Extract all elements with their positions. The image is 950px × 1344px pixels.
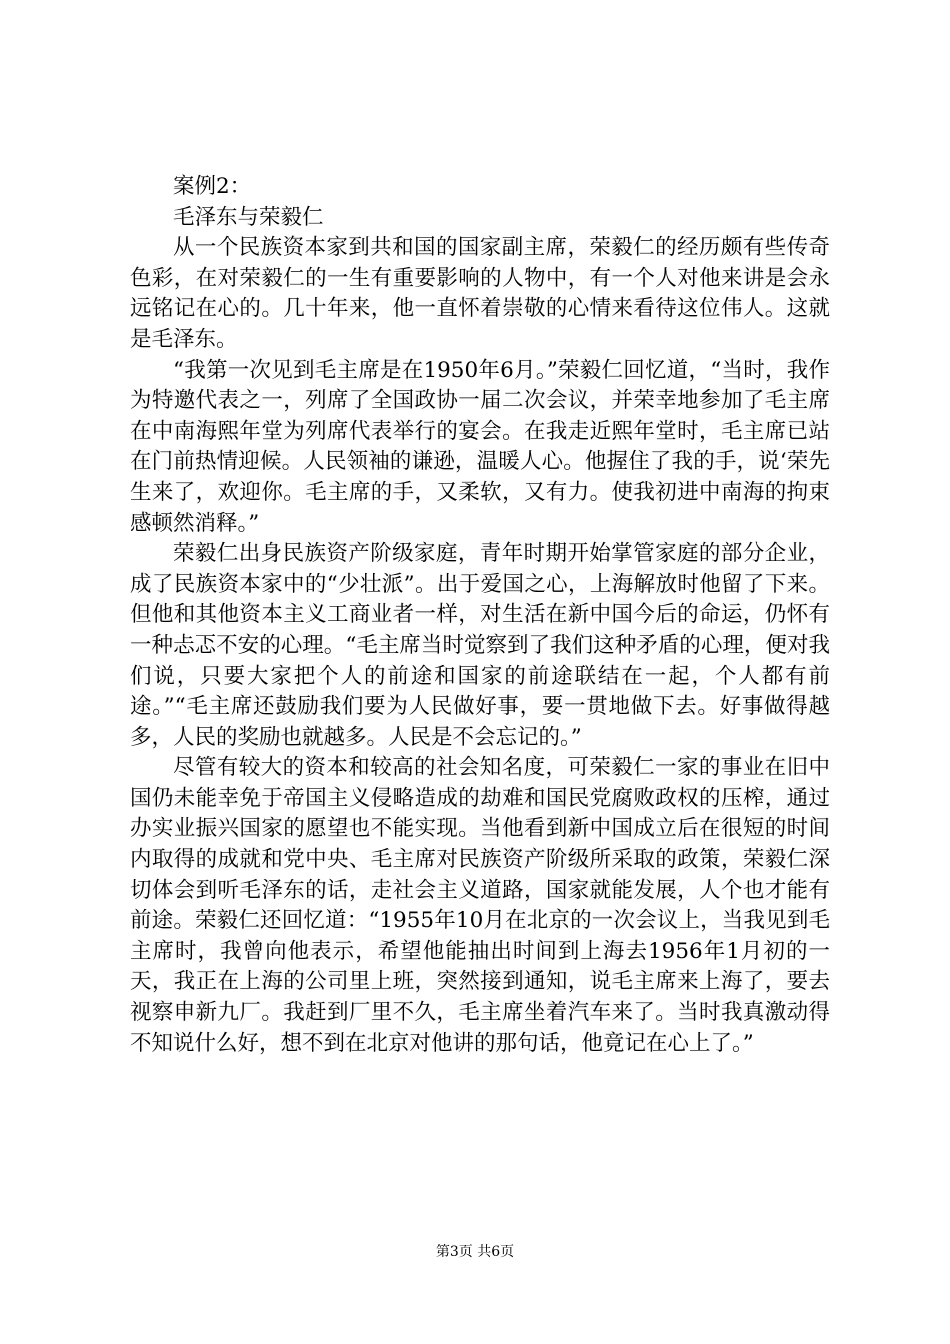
paragraph-4: 尽管有较大的资本和较高的社会知名度，可荣毅仁一家的事业在旧中国仍未能幸免于帝国主义侵略造成的劫难和国民党腐败政权的压榨，通过办实业振兴国家的愿望也不能实现。当他看到新中国成立后在很短的时间内取得的成就和党中央、毛主席对民族资产阶级所采取的政策，荣毅仁深切体会到听毛泽东的话，走社会主义道路，国家就能发展，人个也才能有前途。荣毅仁还回忆道：“1955年10月在北京的一次会议上，当我见到毛主席时，我曾向他表示，希望他能抽出时间到上海去1956年1月初的一天，我正在上海的公司里上班，突然接到通知，说毛主席来上海了，要去视察申新九厂。我赶到厂里不久，毛主席坐着汽车来了。当时我真激动得不知说什么好，想不到在北京对他讲的那句话，他竟记在心上了。” [130,755,830,1056]
paragraph-2: “我第一次见到毛主席是在1950年6月。”荣毅仁回忆道，“当时，我作为特邀代表之一，列席了全国政协一届二次会议，并荣幸地参加了毛主席在中南海熙年堂为列席代表举行的宴会。在我走近熙年堂时，毛主席已站在门前热情迎候。人民领袖的谦逊，温暖人心。他握住了我的手，说‘荣先生来了，欢迎你。毛主席的手，又柔软，又有力。使我初进中南海的拘束感顿然消释。” [130,357,830,536]
case-label: 案例2： [173,174,252,199]
paragraph-3: 荣毅仁出身民族资产阶级家庭，青年时期开始掌管家庭的部分企业，成了民族资本家中的“少壮派”。出于爱国之心，上海解放时他留了下来。但他和其他资本主义工商业者一样，对生活在新中国今后的命运，仍怀有一种忐忑不安的心理。“毛主席当时觉察到了我们这种矛盾的心理，便对我们说，只要大家把个人的前途和国家的前途联结在一起，个人都有前途。”“毛主席还鼓励我们要为人民做好事，要一贯地做下去。好事做得越多，人民的奖励也就越多。人民是不会忘记的。” [130,541,830,750]
paragraph-1: 从一个民族资本家到共和国的国家副主席，荣毅仁的经历颇有些传奇色彩，在对荣毅仁的一生有重要影响的人物中，有一个人对他来讲是会永远铭记在心的。几十年来，他一直怀着崇敬的心情来看待这位伟人。这就是毛泽东。 [130,235,830,352]
document-body [130,172,830,1059]
section-title: 毛泽东与荣毅仁 [173,204,324,230]
page-footer: 第3页 共6页 [435,1244,515,1260]
